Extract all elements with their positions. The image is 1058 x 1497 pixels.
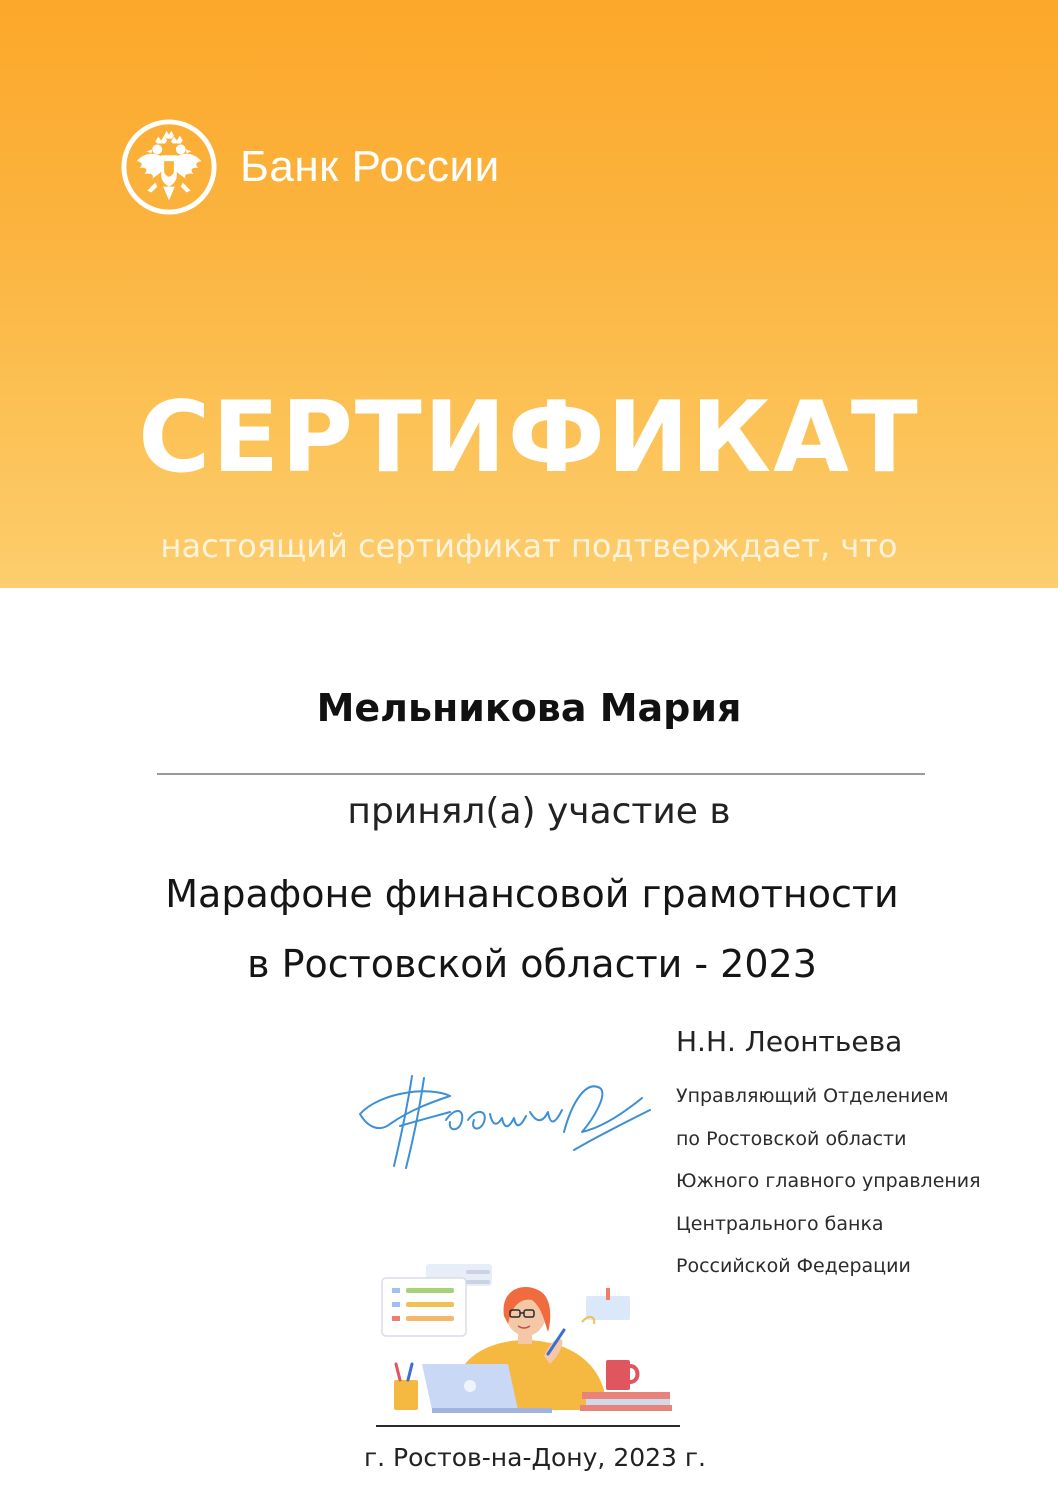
signatory-position: [676, 1075, 981, 1288]
position-line: Российской Федерации: [676, 1255, 911, 1277]
position-line: Управляющий Отделением: [676, 1085, 949, 1107]
place-and-date: г. Ростов-на-Дону, 2023 г.: [364, 1443, 706, 1472]
double-headed-eagle-icon: [120, 118, 218, 216]
position-line: по Ростовской области: [676, 1127, 907, 1150]
participation-text: принял(а) участие в: [347, 791, 731, 832]
woman-at-laptop-illustration: [372, 1260, 684, 1432]
recipient-name: Мельникова Мария: [316, 686, 742, 730]
position-line: Южного главного управления: [676, 1170, 981, 1192]
signatory-name: Н.Н. Леонтьева: [676, 1025, 903, 1058]
bank-name: Банк России: [240, 142, 500, 191]
bank-logo: [120, 118, 500, 216]
position-line: Центрального банка: [676, 1212, 884, 1235]
certificate-header: [0, 0, 1058, 588]
event-name-line-2: в Ростовской области - 2023: [247, 942, 817, 986]
handwritten-signature: [350, 1062, 660, 1182]
certificate-title: СЕРТИФИКАТ: [138, 381, 920, 495]
event-name-line-1: Марафоне финансовой грамотности: [165, 872, 899, 916]
certificate-subtitle: настоящий сертификат подтверждает, что: [160, 527, 898, 565]
name-underline: [157, 773, 925, 775]
